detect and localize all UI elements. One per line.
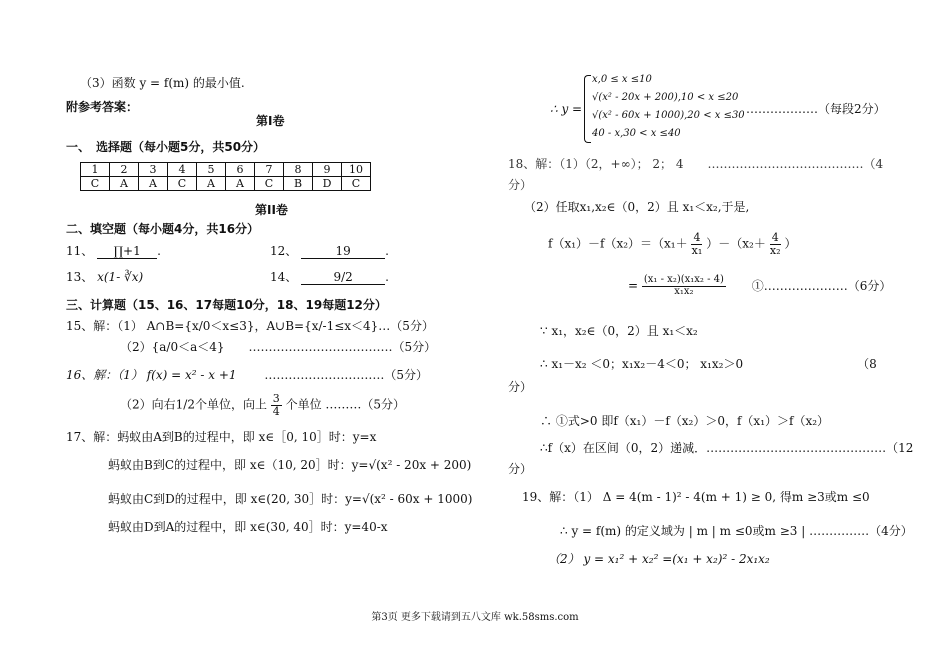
answer-14-value: 9/2 [301, 270, 385, 285]
answer-15-part-2: （2）{a/0＜a＜4} ………………………………（5分） [120, 340, 437, 354]
answer-table-number-row [81, 163, 371, 177]
answer-14-label: 14、 [270, 270, 298, 284]
piece-1: x,0 ≤ x ≤10 [592, 74, 652, 85]
answer-18-part-1-wrap: 分） [508, 178, 533, 192]
equals-sign: = [628, 278, 639, 293]
expansion-right: ） [784, 236, 797, 251]
volume-1-heading: 第Ⅰ卷 [256, 114, 285, 128]
section-3-heading: 三、计算题（15、16、17每题10分，18、19每题12分） [66, 298, 387, 312]
fraction-4-over-x2 [770, 232, 781, 256]
answer-11-value: ∏+1 [97, 244, 157, 259]
answer-table-answer-cell: A [197, 177, 226, 191]
answer-table [80, 162, 371, 191]
answer-table-number-cell: 1 [81, 163, 110, 177]
q3-tail: （3）函数 y = f(m) 的最小值. [80, 76, 245, 90]
answer-18-conclusion: ∴f（x）在区间（0，2）递减．………………………………………（12 [540, 441, 914, 455]
piece-2: √(x² - 20x + 200),10 < x ≤20 [592, 92, 739, 103]
answer-12-value: 19 [301, 244, 385, 259]
fraction-denominator: 4 [272, 404, 280, 418]
answer-14-end: . [385, 270, 389, 284]
fraction-numerator: 4 [693, 231, 701, 244]
answer-table-answer-cell: C [168, 177, 197, 191]
answer-19-part-2: （2） y = x₁² + x₂² =(x₁ + x₂)² - 2x₁x₂ [548, 552, 770, 566]
answer-13-value: x(1- ∛x) [97, 270, 144, 284]
piecewise-score: ………………（每段2分） [746, 102, 886, 116]
fraction-denominator: x₂ [769, 243, 781, 257]
expansion-left: f（x₁）－f（x₂）＝（x₁＋ [548, 236, 688, 251]
piece-3: √(x² - 60x + 1000),20 < x ≤30 [592, 110, 745, 121]
answer-11 [66, 244, 161, 259]
answer-table-number-cell: 5 [197, 163, 226, 177]
answer-16-part-2 [120, 393, 405, 417]
answer-table-number-cell: 7 [255, 163, 284, 177]
answer-15-part-1: 15、解：（1） A∩B={x/0＜x≤3}，A∪B={x/-1≤x＜4}…（5分） [66, 319, 434, 333]
answer-table-number-cell: 3 [139, 163, 168, 177]
answer-table-number-cell: 4 [168, 163, 197, 177]
piecewise-brace [584, 75, 591, 143]
answer-17-line-4: 蚂蚁由D到A的过程中，即 x∈(30, 40］时：y=40-x [108, 520, 388, 534]
answer-16-shift-text: （2）向右1/2个单位，向上 [120, 397, 267, 412]
answer-13-label: 13、 [66, 270, 94, 284]
answer-17-line-2: 蚂蚁由B到C的过程中，即 x∈（10, 20］时：y=√(x² - 20x + 200) [108, 458, 472, 472]
answer-17-line-1: 17、解：蚂蚁由A到B的过程中，即 x∈［0, 10］时：y=x [66, 430, 377, 444]
answer-18-therefore-1: ∴ x₁－x₂ ＜0；x₁x₂－4＜0； x₁x₂＞0 （8 [540, 357, 877, 371]
answer-19-part-1: 19、解：（1） Δ = 4(m - 1)² - 4(m + 1) ≥ 0, 得m ≥3或m ≤0 [522, 490, 870, 504]
answer-18-step-score: ①…………………（6分） [751, 278, 892, 293]
answer-table-answer-cell: A [226, 177, 255, 191]
answer-16-part-1 [66, 368, 428, 382]
answer-table-number-cell: 2 [110, 163, 139, 177]
answer-18-therefore-1-wrap: 分） [508, 380, 533, 394]
answer-table-answer-cell: C [81, 177, 110, 191]
answer-17-line-3: 蚂蚁由C到D的过程中，即 x∈(20, 30］时：y=√(x² - 60x + 1000) [108, 492, 473, 506]
answer-table-answer-cell: D [313, 177, 342, 191]
answer-table-number-cell: 6 [226, 163, 255, 177]
fraction-denominator: x₁ [691, 243, 703, 257]
answer-16-shift-score: 个单位 ………（5分） [285, 397, 406, 412]
answer-18-therefore-2: ∴ ①式>0 即f（x₁）－f（x₂）＞0，f（x₁）＞f（x₂） [540, 414, 830, 428]
fraction-numerator: (x₁ - x₂)(x₁x₂ - 4) [643, 274, 724, 285]
therefore-y: ∴ y = [550, 102, 583, 116]
answer-16-formula: 16、解：（1） f(x) = x² - x +1 [66, 368, 237, 382]
answer-11-label: 11、 [66, 244, 94, 258]
answer-table-number-cell: 10 [342, 163, 371, 177]
fraction-three-quarters [271, 393, 282, 417]
answer-18-fraction-line [628, 275, 891, 297]
answer-19-domain: ∴ y = f(m) 的定义域为 | m | m ≤0或m ≥3 | ……………（4分） [560, 524, 913, 538]
expansion-middle: ）－（x₂＋ [706, 236, 766, 251]
section-1-heading: 一、 选择题（每小题5分，共50分） [66, 140, 266, 154]
answer-table-answer-cell: C [342, 177, 371, 191]
answer-13 [66, 270, 143, 284]
fraction-denominator: x₁x₂ [674, 285, 694, 297]
section-2-heading: 二、填空题（每小题4分，共16分） [66, 222, 260, 236]
answer-18-part-2: （2）任取x₁,x₂∈（0，2）且 x₁＜x₂,于是, [524, 200, 750, 214]
fraction-numerator: 4 [771, 231, 779, 244]
answer-11-end: . [157, 244, 161, 258]
answer-18-conclusion-wrap: 分） [508, 462, 533, 476]
fraction-factored [642, 275, 726, 297]
answer-table-answer-cell: B [284, 177, 313, 191]
answer-table-answer-row [81, 177, 371, 191]
volume-2-heading: 第II卷 [255, 203, 288, 217]
answer-18-because: ∵ x₁，x₂∈（0，2）且 x₁＜x₂ [540, 324, 698, 338]
page-footer: 第3页 更多下载请到五八文库 wk.58sms.com [371, 612, 579, 623]
answer-12-end: . [385, 244, 389, 258]
reference-title: 附参考答案： [66, 100, 139, 114]
fraction-numerator: 3 [272, 392, 280, 405]
piece-4: 40 - x,30 < x ≤40 [592, 128, 681, 139]
answer-table-answer-cell: A [139, 177, 168, 191]
answer-table-answer-cell: C [255, 177, 284, 191]
answer-18-expansion [548, 232, 797, 256]
answer-18-part-1: 18、解：（1）（2，+∞）； 2； 4 …………………………………（4 [508, 157, 884, 171]
answer-table-number-cell: 9 [313, 163, 342, 177]
fraction-4-over-x1 [691, 232, 702, 256]
answer-12 [270, 244, 389, 259]
answer-16-score: …………………………（5分） [264, 368, 428, 382]
answer-table-answer-cell: A [110, 177, 139, 191]
answer-12-label: 12、 [270, 244, 298, 258]
answer-14 [270, 270, 389, 285]
answer-table-number-cell: 8 [284, 163, 313, 177]
